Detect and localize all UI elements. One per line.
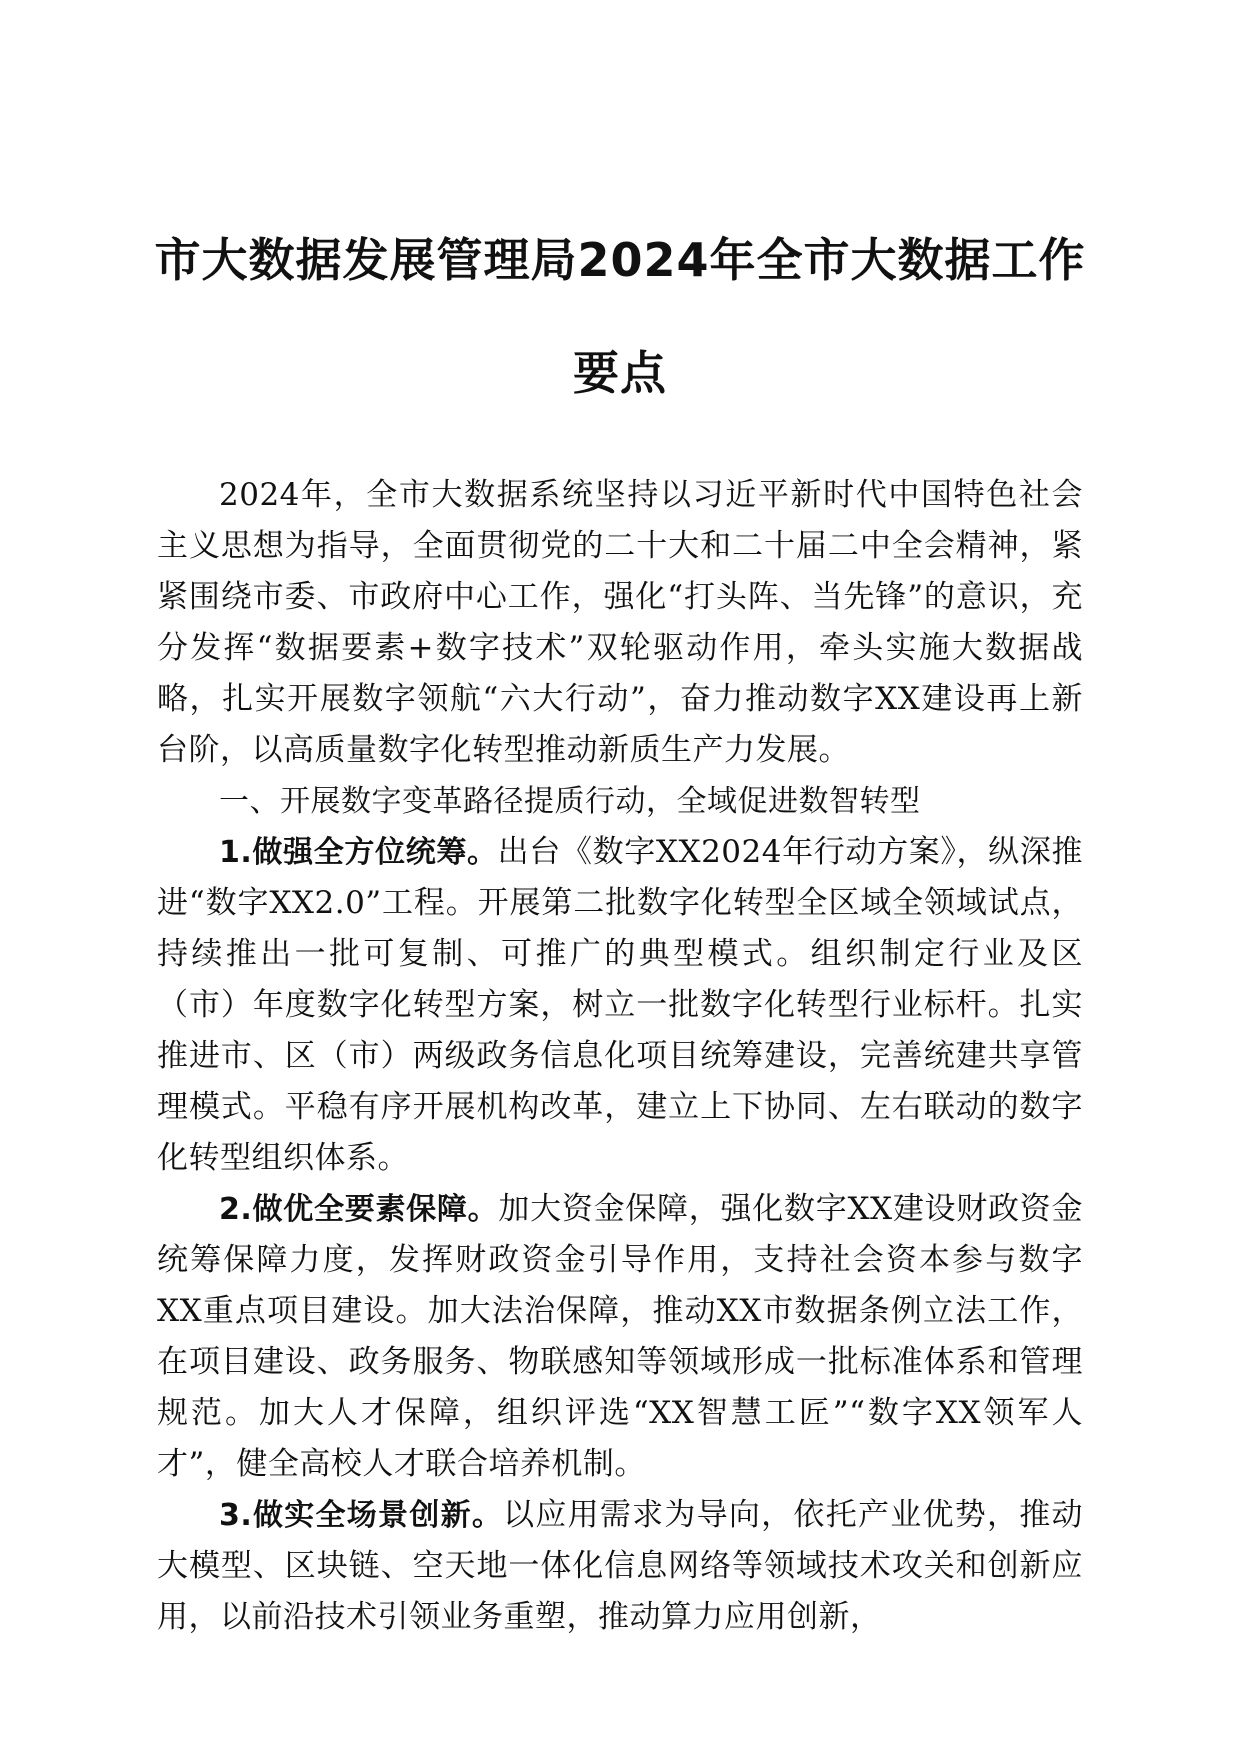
list-item — [157, 1184, 1083, 1490]
intro-paragraph: 2024年，全市大数据系统坚持以习近平新时代中国特色社会主义思想为指导，全面贯彻党的二十大和二十届二中全会精神，紧紧围绕市委、市政府中心工作，强化“打头阵、当先锋”的意识，充分发挥“数据要素+数字技术”双轮驱动作用，牵头实施大数据战略，扎实开展数字领航“六大行动”，奋力推动数字XX建设再上新台阶，以高质量数字化转型推动新质生产力发展。 — [157, 477, 1083, 768]
document-title-line-1: 市大数据发展管理局2024年全市大数据工作 — [154, 233, 1086, 287]
list-item — [157, 1490, 1083, 1643]
item-text: 以应用需求为导向，依托产业优势，推动大模型、区块链、空天地一体化信息网络等领域技术攻关和创新应用，以前沿技术引领业务重塑，推动算力应用创新， — [157, 1497, 1084, 1635]
item-text: 出台《数字XX2024年行动方案》，纵深推进“数字XX2.0”工程。开展第二批数字化转型全区域全领域试点，持续推出一批可复制、可推广的典型模式。组织制定行业及区（市）年度数字化转型方案，树立一批数字化转型行业标杆。扎实推进市、区（市）两级政务信息化项目统筹建设，完善统建共享管理模式。平稳有序开展机构改革，建立上下协同、左右联动的数字化转型组织体系。 — [157, 834, 1083, 1176]
item-heading: 1.做强全方位统筹。 — [219, 835, 498, 870]
document-title-line-2: 要点 — [573, 346, 667, 400]
item-text: 加大资金保障，强化数字XX建设财政资金统筹保障力度，发挥财政资金引导作用，支持社会资本参与数字XX重点项目建设。加大法治保障，推动XX市数据条例立法工作，在项目建设、政务服务、物联感知等领域形成一批标准体系和管理规范。加大人才保障，组织评选“XX智慧工匠”“数字XX领军人才”，健全高校人才联合培养机制。 — [157, 1191, 1083, 1482]
item-heading: 3.做实全场景创新。 — [219, 1498, 504, 1533]
section-heading: 一、开展数字变革路径提质行动，全域促进数智转型 — [219, 784, 921, 819]
item-heading: 2.做优全要素保障。 — [219, 1192, 499, 1227]
list-item — [157, 827, 1083, 1184]
document-body — [157, 470, 1083, 1643]
